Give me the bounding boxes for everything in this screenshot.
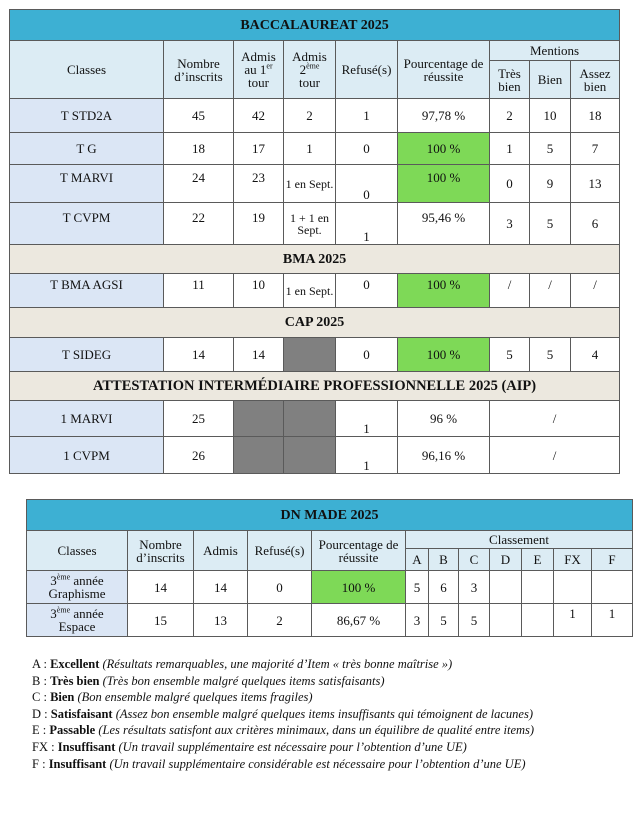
- col-f: F: [592, 549, 633, 571]
- class-name: T BMA AGSI: [10, 274, 164, 308]
- admis: 14: [194, 571, 248, 604]
- admis-1er: 23: [234, 165, 284, 203]
- admis-1er-empty: [234, 437, 284, 474]
- grade-f: 1: [592, 604, 633, 637]
- table-row: [10, 401, 620, 437]
- tres-bien: 3: [490, 203, 530, 245]
- bien: 5: [530, 203, 571, 245]
- pourcentage: 100 %: [398, 274, 490, 308]
- bma-title: BMA 2025: [10, 245, 620, 274]
- class-name: T G: [10, 133, 164, 165]
- col-pourcentage: Pourcentage de réussite: [398, 41, 490, 99]
- grade-d: [490, 604, 522, 637]
- refuses: 0: [336, 274, 398, 308]
- class-name: T MARVI: [10, 165, 164, 203]
- grade-fx: 1: [554, 604, 592, 637]
- inscrits: 24: [164, 165, 234, 203]
- class-name: T STD2A: [10, 99, 164, 133]
- col-mentions: Mentions: [490, 41, 620, 61]
- inscrits: 22: [164, 203, 234, 245]
- col-admis-2eme: Admis 2ème tour: [284, 41, 336, 99]
- refuses: 1: [336, 401, 398, 437]
- grade-b: 5: [429, 604, 459, 637]
- table-row: [10, 203, 620, 245]
- pourcentage: 96 %: [398, 401, 490, 437]
- inscrits: 45: [164, 99, 234, 133]
- grade-a: 3: [406, 604, 429, 637]
- inscrits: 26: [164, 437, 234, 474]
- admis-1er: 17: [234, 133, 284, 165]
- refuses: 0: [336, 338, 398, 372]
- assez-bien: 6: [571, 203, 620, 245]
- inscrits: 11: [164, 274, 234, 308]
- class-name: 3ème année Graphisme: [27, 571, 128, 604]
- admis-1er-empty: [234, 401, 284, 437]
- grade-e: [522, 571, 554, 604]
- table-row: [27, 604, 633, 637]
- admis-2eme: 2: [284, 99, 336, 133]
- cap-title: CAP 2025: [10, 308, 620, 338]
- admis-2eme: 1 en Sept.: [284, 165, 336, 203]
- assez-bien: /: [571, 274, 620, 308]
- refuses: 1: [336, 203, 398, 245]
- col-b: B: [429, 549, 459, 571]
- legend-item: FX : Insuffisant (Un travail supplémentaire est nécessaire pour l’obtention d’une UE): [32, 739, 467, 754]
- legend-item: F : Insuffisant (Un travail supplémentaire considérable est nécessaire pour l’obtention d’une UE): [32, 756, 526, 771]
- grade-b: 6: [429, 571, 459, 604]
- assez-bien: 4: [571, 338, 620, 372]
- mentions: /: [490, 437, 620, 474]
- tres-bien: 2: [490, 99, 530, 133]
- table-row: [10, 165, 620, 203]
- pourcentage: 100 %: [312, 571, 406, 604]
- class-name: 1 MARVI: [10, 401, 164, 437]
- legend-item: A : Excellent (Résultats remarquables, une majorité d’Item « très bonne maîtrise »): [32, 657, 453, 671]
- table-row: [10, 133, 620, 165]
- col-pourcentage: Pourcentage de réussite: [312, 531, 406, 571]
- grade-c: 3: [459, 571, 490, 604]
- aip-title: ATTESTATION INTERMÉDIAIRE PROFESSIONNELLE 2025 (AIP): [10, 372, 620, 401]
- table-row: [27, 571, 633, 604]
- refuses: 0: [336, 165, 398, 203]
- admis-1er: 10: [234, 274, 284, 308]
- pourcentage: 95,46 %: [398, 203, 490, 245]
- col-e: E: [522, 549, 554, 571]
- bien: 9: [530, 165, 571, 203]
- pourcentage: 96,16 %: [398, 437, 490, 474]
- pourcentage: 86,67 %: [312, 604, 406, 637]
- col-inscrits: Nombre d’inscrits: [164, 41, 234, 99]
- admis-2eme: 1 + 1 en Sept.: [284, 203, 336, 245]
- table-row: [10, 338, 620, 372]
- bien: 10: [530, 99, 571, 133]
- pourcentage: 100 %: [398, 338, 490, 372]
- bien: 5: [530, 133, 571, 165]
- tres-bien: 1: [490, 133, 530, 165]
- dnmade-title: DN MADE 2025: [27, 500, 633, 531]
- legend-item: C : Bien (Bon ensemble malgré quelques items fragiles): [32, 690, 313, 705]
- dnmade-table: [26, 499, 633, 637]
- mentions: /: [490, 401, 620, 437]
- tres-bien: 0: [490, 165, 530, 203]
- col-tres-bien: Très bien: [490, 61, 530, 99]
- col-admis: Admis: [194, 531, 248, 571]
- grade-a: 5: [406, 571, 429, 604]
- col-inscrits: Nombre d’inscrits: [128, 531, 194, 571]
- inscrits: 18: [164, 133, 234, 165]
- class-name: T CVPM: [10, 203, 164, 245]
- tres-bien: 5: [490, 338, 530, 372]
- admis-1er: 14: [234, 338, 284, 372]
- grade-legend: [32, 656, 632, 772]
- col-classement: Classement: [406, 531, 633, 549]
- bac-title: BACCALAUREAT 2025: [10, 10, 620, 41]
- admis-2eme-empty: [284, 401, 336, 437]
- inscrits: 25: [164, 401, 234, 437]
- legend-item: B : Très bien (Très bon ensemble malgré quelques items satisfaisants): [32, 673, 385, 688]
- col-refuses: Refusé(s): [248, 531, 312, 571]
- col-bien: Bien: [530, 61, 571, 99]
- admis-2eme-empty: [284, 338, 336, 372]
- assez-bien: 18: [571, 99, 620, 133]
- pourcentage: 100 %: [398, 133, 490, 165]
- inscrits: 15: [128, 604, 194, 637]
- refuses: 0: [336, 133, 398, 165]
- col-fx: FX: [554, 549, 592, 571]
- inscrits: 14: [164, 338, 234, 372]
- col-d: D: [490, 549, 522, 571]
- col-assez-bien: Assez bien: [571, 61, 620, 99]
- grade-fx: [554, 571, 592, 604]
- tres-bien: /: [490, 274, 530, 308]
- assez-bien: 7: [571, 133, 620, 165]
- col-admis-1er: Admis au 1er tour: [234, 41, 284, 99]
- class-name: 1 CVPM: [10, 437, 164, 474]
- refuses: 2: [248, 604, 312, 637]
- inscrits: 14: [128, 571, 194, 604]
- col-refuses: Refusé(s): [336, 41, 398, 99]
- admis-2eme-empty: [284, 437, 336, 474]
- table-row: [10, 274, 620, 308]
- assez-bien: 13: [571, 165, 620, 203]
- class-name: 3ème année Espace: [27, 604, 128, 637]
- admis-2eme: 1: [284, 133, 336, 165]
- grade-d: [490, 571, 522, 604]
- table-row: [10, 99, 620, 133]
- class-name: T SIDEG: [10, 338, 164, 372]
- grade-e: [522, 604, 554, 637]
- legend-item: E : Passable (Les résultats satisfont aux critères minimaux, dans un équilibre de qualité entre items): [32, 723, 535, 738]
- pourcentage: 97,78 %: [398, 99, 490, 133]
- table-row: [10, 437, 620, 474]
- admis-2eme: 1 en Sept.: [284, 274, 336, 308]
- col-classes: Classes: [27, 531, 128, 571]
- results-table: [9, 9, 620, 474]
- bien: 5: [530, 338, 571, 372]
- col-classes: Classes: [10, 41, 164, 99]
- refuses: 0: [248, 571, 312, 604]
- refuses: 1: [336, 437, 398, 474]
- admis: 13: [194, 604, 248, 637]
- bien: /: [530, 274, 571, 308]
- col-c: C: [459, 549, 490, 571]
- grade-c: 5: [459, 604, 490, 637]
- pourcentage: 100 %: [398, 165, 490, 203]
- admis-1er: 19: [234, 203, 284, 245]
- col-a: A: [406, 549, 429, 571]
- admis-1er: 42: [234, 99, 284, 133]
- legend-item: D : Satisfaisant (Assez bon ensemble malgré quelques items insuffisants qui témoignent de lacunes): [32, 706, 534, 721]
- refuses: 1: [336, 99, 398, 133]
- grade-f: [592, 571, 633, 604]
